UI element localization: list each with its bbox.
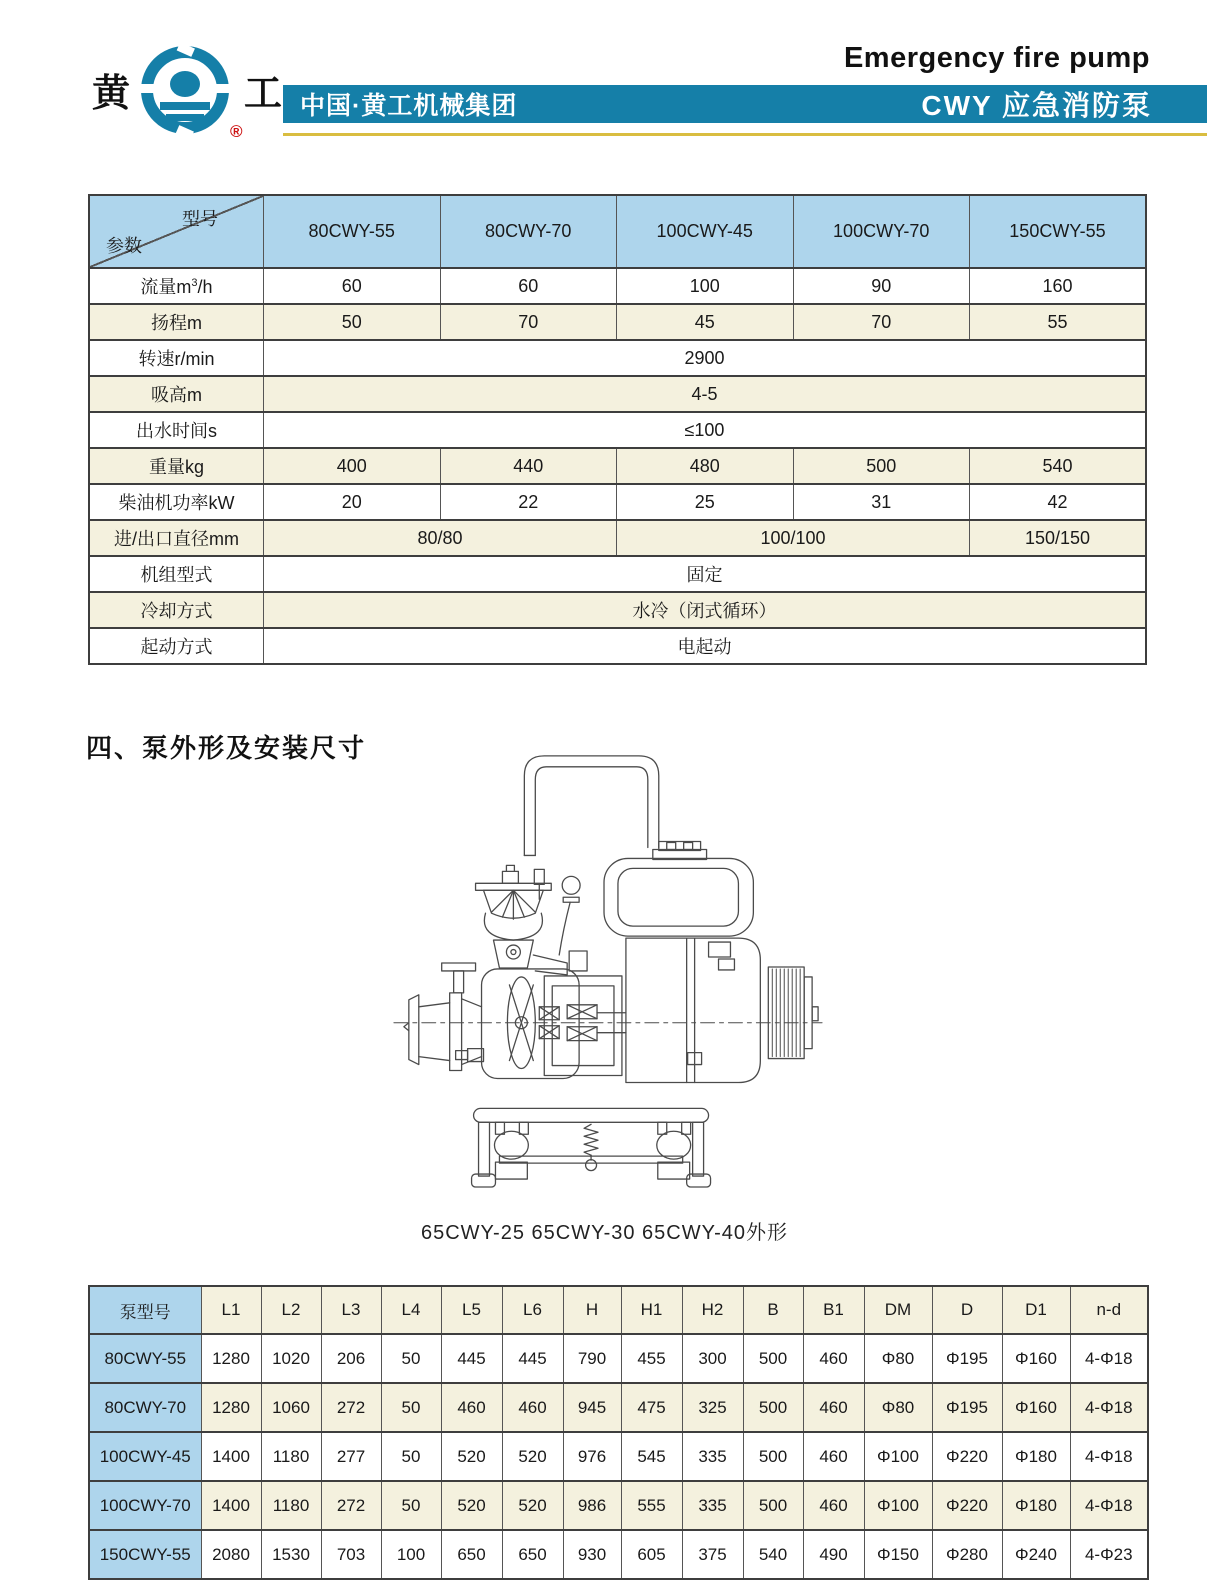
dim-value-cell: 272 — [321, 1481, 381, 1530]
spec-row — [89, 556, 1146, 592]
dim-value-cell: 460 — [803, 1334, 864, 1383]
dim-value-cell: Φ180 — [1002, 1432, 1070, 1481]
spec-row-label: 柴油机功率kW — [89, 484, 264, 520]
dim-value-cell: 4-Φ18 — [1070, 1334, 1148, 1383]
dim-value-cell: 500 — [743, 1383, 803, 1432]
spec-value-cell: 90 — [793, 268, 970, 304]
dim-value-cell: Φ100 — [864, 1432, 932, 1481]
dim-header-cell: L6 — [502, 1286, 563, 1334]
dim-value-cell: 4-Φ23 — [1070, 1530, 1148, 1579]
spec-value-cell: 480 — [617, 448, 794, 484]
dim-value-cell: 1400 — [201, 1481, 261, 1530]
dim-value-cell: 1530 — [261, 1530, 321, 1579]
figure-caption: 65CWY-25 65CWY-30 65CWY-40外形 — [420, 1222, 789, 1244]
product-title-en: Emergency fire pump — [843, 42, 1150, 74]
brand-bar — [283, 85, 1207, 123]
dim-value-cell: 50 — [381, 1383, 441, 1432]
dim-value-cell: Φ100 — [864, 1481, 932, 1530]
spec-group-cell: 80/80 — [264, 520, 617, 556]
spec-value-cell: 540 — [970, 448, 1147, 484]
dim-value-cell: Φ80 — [864, 1334, 932, 1383]
spec-row-label: 流量$m^3/h$ — [89, 268, 264, 304]
spec-value-cell: 400 — [264, 448, 441, 484]
dim-header-model: 泵型号 — [89, 1286, 201, 1334]
section-title: 四、泵外形及安装尺寸 — [86, 733, 367, 763]
dim-value-cell: 500 — [743, 1432, 803, 1481]
dim-model-cell: 80CWY-70 — [89, 1383, 201, 1432]
dim-header-cell: L3 — [321, 1286, 381, 1334]
corner-label-param: 参数 — [106, 236, 142, 256]
spec-value-cell: 500 — [793, 448, 970, 484]
dim-value-cell: 460 — [441, 1383, 502, 1432]
dim-value-cell: 460 — [803, 1481, 864, 1530]
spec-model-header: 150CWY-55 — [970, 195, 1147, 268]
spec-row-label: 起动方式 — [89, 628, 264, 664]
dim-value-cell: 460 — [803, 1432, 864, 1481]
spec-row-label: 扬程m — [89, 304, 264, 340]
dim-header-cell: L4 — [381, 1286, 441, 1334]
dim-value-cell: 703 — [321, 1530, 381, 1579]
dim-table — [88, 1285, 1149, 1580]
spec-corner-cell — [89, 195, 264, 268]
dim-value-cell: 50 — [381, 1481, 441, 1530]
dim-value-cell: 500 — [743, 1334, 803, 1383]
dim-value-cell: Φ160 — [1002, 1383, 1070, 1432]
logo-emblem-icon — [78, 40, 293, 142]
dim-row — [89, 1481, 1148, 1530]
dim-model-cell: 100CWY-45 — [89, 1432, 201, 1481]
spec-row-label: 转速r/min — [89, 340, 264, 376]
spec-value-cell: 31 — [793, 484, 970, 520]
spec-row — [89, 520, 1146, 556]
dim-value-cell: 375 — [682, 1530, 743, 1579]
logo-right-char: 工 — [244, 73, 283, 115]
spec-row-label: 出水时间s — [89, 412, 264, 448]
dim-value-cell: 650 — [502, 1530, 563, 1579]
spec-row-label: 冷却方式 — [89, 592, 264, 628]
dim-header-cell: D1 — [1002, 1286, 1070, 1334]
spec-value-cell: 70 — [440, 304, 617, 340]
dim-value-cell: 790 — [563, 1334, 621, 1383]
spec-model-header: 100CWY-70 — [793, 195, 970, 268]
spec-value-cell: 20 — [264, 484, 441, 520]
dim-header-cell: H — [563, 1286, 621, 1334]
spec-value-cell: 50 — [264, 304, 441, 340]
dim-value-cell: 50 — [381, 1334, 441, 1383]
spec-row — [89, 628, 1146, 664]
logo-left-char: 黄 — [92, 73, 131, 115]
dim-value-cell: 460 — [502, 1383, 563, 1432]
dim-value-cell: 460 — [803, 1383, 864, 1432]
dim-row — [89, 1432, 1148, 1481]
dim-value-cell: 1180 — [261, 1481, 321, 1530]
spec-row — [89, 268, 1146, 304]
dim-value-cell: 325 — [682, 1383, 743, 1432]
dim-value-cell: 445 — [502, 1334, 563, 1383]
dim-header-cell: L2 — [261, 1286, 321, 1334]
dim-value-cell: 272 — [321, 1383, 381, 1432]
dim-value-cell: 520 — [502, 1432, 563, 1481]
dim-row — [89, 1334, 1148, 1383]
dim-value-cell: 50 — [381, 1432, 441, 1481]
dim-value-cell: Φ80 — [864, 1383, 932, 1432]
dim-value-cell: Φ280 — [932, 1530, 1002, 1579]
dim-model-cell: 80CWY-55 — [89, 1334, 201, 1383]
dim-value-cell: 1280 — [201, 1383, 261, 1432]
dim-value-cell: Φ220 — [932, 1481, 1002, 1530]
dim-value-cell: 100 — [381, 1530, 441, 1579]
dim-value-cell: 545 — [621, 1432, 682, 1481]
dim-value-cell: 520 — [502, 1481, 563, 1530]
spec-span-cell: 水冷（闭式循环） — [264, 592, 1147, 628]
spec-row — [89, 592, 1146, 628]
dim-value-cell: 475 — [621, 1383, 682, 1432]
dim-value-cell: 335 — [682, 1432, 743, 1481]
spec-value-cell: 22 — [440, 484, 617, 520]
dim-header-cell: D — [932, 1286, 1002, 1334]
dim-value-cell: 4-Φ18 — [1070, 1481, 1148, 1530]
dim-value-cell: 4-Φ18 — [1070, 1383, 1148, 1432]
registered-mark: ® — [230, 122, 243, 141]
spec-model-header: 80CWY-55 — [264, 195, 441, 268]
dim-row — [89, 1383, 1148, 1432]
spec-model-header: 100CWY-45 — [617, 195, 794, 268]
spec-table — [88, 194, 1147, 665]
dim-value-cell: 277 — [321, 1432, 381, 1481]
dim-value-cell: Φ195 — [932, 1334, 1002, 1383]
gold-divider — [283, 133, 1207, 136]
spec-value-cell: 60 — [264, 268, 441, 304]
dim-value-cell: 520 — [441, 1481, 502, 1530]
dim-value-cell: 335 — [682, 1481, 743, 1530]
spec-row — [89, 304, 1146, 340]
dim-value-cell: 1180 — [261, 1432, 321, 1481]
dim-value-cell: 945 — [563, 1383, 621, 1432]
dim-value-cell: Φ180 — [1002, 1481, 1070, 1530]
dim-header-cell: n-d — [1070, 1286, 1148, 1334]
dim-value-cell: Φ150 — [864, 1530, 932, 1579]
dim-header-cell: B — [743, 1286, 803, 1334]
dim-value-cell: Φ220 — [932, 1432, 1002, 1481]
spec-value-cell: 160 — [970, 268, 1147, 304]
spec-group-cell: 100/100 — [617, 520, 970, 556]
pump-technical-drawing — [372, 724, 840, 1194]
dim-value-cell: Φ195 — [932, 1383, 1002, 1432]
spec-group-cell: 150/150 — [970, 520, 1147, 556]
spec-value-cell: 42 — [970, 484, 1147, 520]
dim-value-cell: 300 — [682, 1334, 743, 1383]
spec-row-label: 进/出口直径mm — [89, 520, 264, 556]
dim-header-cell: DM — [864, 1286, 932, 1334]
dim-header-cell: H2 — [682, 1286, 743, 1334]
spec-model-header: 80CWY-70 — [440, 195, 617, 268]
spec-span-cell: 电起动 — [264, 628, 1147, 664]
dim-value-cell: 605 — [621, 1530, 682, 1579]
spec-header-row — [89, 195, 1146, 268]
dim-value-cell: 500 — [743, 1481, 803, 1530]
dim-header-cell: H1 — [621, 1286, 682, 1334]
dim-value-cell: Φ240 — [1002, 1530, 1070, 1579]
dim-value-cell: 445 — [441, 1334, 502, 1383]
spec-span-cell: ≤100 — [264, 412, 1147, 448]
dim-value-cell: 1400 — [201, 1432, 261, 1481]
spec-span-cell: 2900 — [264, 340, 1147, 376]
dim-model-cell: 100CWY-70 — [89, 1481, 201, 1530]
dim-header-cell: B1 — [803, 1286, 864, 1334]
dim-value-cell: 986 — [563, 1481, 621, 1530]
spec-span-cell: 4-5 — [264, 376, 1147, 412]
spec-row — [89, 412, 1146, 448]
dim-value-cell: 490 — [803, 1530, 864, 1579]
spec-row — [89, 376, 1146, 412]
dim-value-cell: 4-Φ18 — [1070, 1432, 1148, 1481]
spec-value-cell: 55 — [970, 304, 1147, 340]
company-logo — [78, 40, 293, 142]
spec-value-cell: 70 — [793, 304, 970, 340]
dim-value-cell: 520 — [441, 1432, 502, 1481]
dim-header-cell: L1 — [201, 1286, 261, 1334]
dim-value-cell: 1020 — [261, 1334, 321, 1383]
spec-row — [89, 484, 1146, 520]
spec-row — [89, 448, 1146, 484]
dim-header-cell: L5 — [441, 1286, 502, 1334]
company-name: 中国·黄工机械集团 — [300, 92, 518, 120]
spec-row-label: 重量kg — [89, 448, 264, 484]
corner-label-model: 型号 — [182, 209, 218, 229]
spec-value-cell: 100 — [617, 268, 794, 304]
spec-value-cell: 45 — [617, 304, 794, 340]
dim-value-cell: 976 — [563, 1432, 621, 1481]
product-title-zh: CWY 应急消防泵 — [921, 90, 1152, 121]
dim-value-cell: 555 — [621, 1481, 682, 1530]
spec-value-cell: 60 — [440, 268, 617, 304]
spec-value-cell: 440 — [440, 448, 617, 484]
spec-row — [89, 340, 1146, 376]
dim-row — [89, 1530, 1148, 1579]
dim-value-cell: Φ160 — [1002, 1334, 1070, 1383]
spec-span-cell: 固定 — [264, 556, 1147, 592]
dim-value-cell: 206 — [321, 1334, 381, 1383]
spec-row-label: 机组型式 — [89, 556, 264, 592]
spec-value-cell: 25 — [617, 484, 794, 520]
dim-header-row — [89, 1286, 1148, 1334]
dim-value-cell: 1060 — [261, 1383, 321, 1432]
dim-model-cell: 150CWY-55 — [89, 1530, 201, 1579]
dim-value-cell: 650 — [441, 1530, 502, 1579]
dim-value-cell: 930 — [563, 1530, 621, 1579]
spec-row-label: 吸高m — [89, 376, 264, 412]
dim-value-cell: 540 — [743, 1530, 803, 1579]
dim-value-cell: 455 — [621, 1334, 682, 1383]
dim-value-cell: 2080 — [201, 1530, 261, 1579]
dim-value-cell: 1280 — [201, 1334, 261, 1383]
